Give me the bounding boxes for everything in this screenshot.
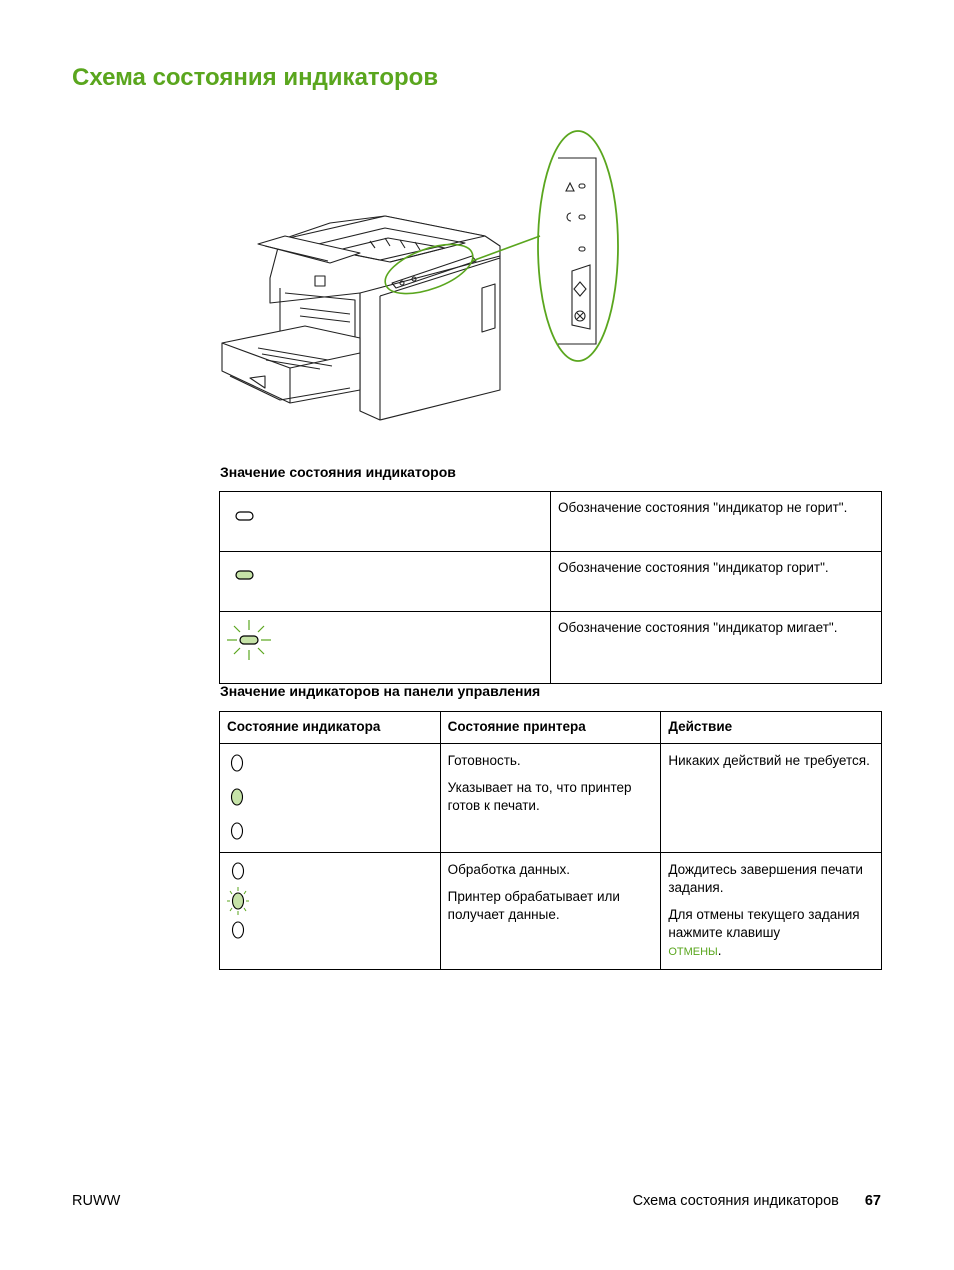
symbol-cell <box>220 492 551 552</box>
action-text: Никаких действий не требуется. <box>668 753 870 768</box>
printer-state-cell <box>440 744 661 853</box>
action-cell <box>661 744 882 853</box>
led-meaning-table <box>219 491 882 684</box>
footer-section <box>633 1193 881 1209</box>
printer-illustration <box>210 128 630 428</box>
led-off-icon <box>229 753 249 775</box>
table-row <box>220 552 882 612</box>
table-row <box>220 492 882 552</box>
footer-locale: RUWW <box>72 1193 121 1209</box>
control-panel-heading: Значение индикаторов на панели управления <box>220 683 541 699</box>
led-on-icon <box>229 787 249 809</box>
printer-state-cell <box>440 853 661 970</box>
table-row <box>220 853 882 970</box>
printer-state-title: Обработка данных. <box>447 862 570 877</box>
table-row <box>220 612 882 684</box>
printer-state-description: Указывает на то, что принтер готов к печати. <box>447 780 632 813</box>
cancel-instruction-period: . <box>717 943 722 958</box>
column-header: Состояние индикатора <box>220 712 441 744</box>
footer-section-title: Схема состояния индикаторов <box>632 1193 839 1209</box>
symbol-description: Обозначение состояния "индикатор не горит". <box>551 492 882 552</box>
led-off-icon <box>232 509 256 523</box>
led-blink-icon <box>226 618 272 662</box>
table-header-row <box>220 712 882 744</box>
led-meaning-heading: Значение состояния индикаторов <box>220 464 456 480</box>
symbol-cell <box>220 612 551 684</box>
printer-state-title: Готовность. <box>447 753 521 768</box>
led-on-icon <box>232 568 256 582</box>
control-panel-table <box>219 711 882 970</box>
cancel-key-label: ОТМЕНЫ <box>668 946 718 958</box>
indicator-state-cell <box>220 853 441 970</box>
column-header: Состояние принтера <box>440 712 661 744</box>
led-off-icon <box>230 920 250 942</box>
printer-with-control-panel-icon <box>210 128 630 428</box>
indicator-stack <box>227 861 433 942</box>
indicator-state-cell <box>220 744 441 853</box>
symbol-description: Обозначение состояния "индикатор горит". <box>551 552 882 612</box>
column-header: Действие <box>661 712 882 744</box>
action-text: Дождитесь завершения печати задания. <box>668 862 863 895</box>
page-number: 67 <box>864 1193 881 1209</box>
symbol-description: Обозначение состояния "индикатор мигает". <box>551 612 882 684</box>
printer-state-description: Принтер обрабатывает или получает данные. <box>447 889 620 922</box>
led-off-icon <box>230 861 250 883</box>
symbol-cell <box>220 552 551 612</box>
cancel-instruction-text: Для отмены текущего задания нажмите клавишу <box>668 907 860 940</box>
led-blink-icon <box>227 887 253 915</box>
indicator-stack <box>227 753 433 843</box>
action-cell <box>661 853 882 970</box>
table-row <box>220 744 882 853</box>
led-off-icon <box>229 821 249 843</box>
page-title: Схема состояния индикаторов <box>72 64 439 91</box>
cancel-instruction <box>668 906 874 961</box>
